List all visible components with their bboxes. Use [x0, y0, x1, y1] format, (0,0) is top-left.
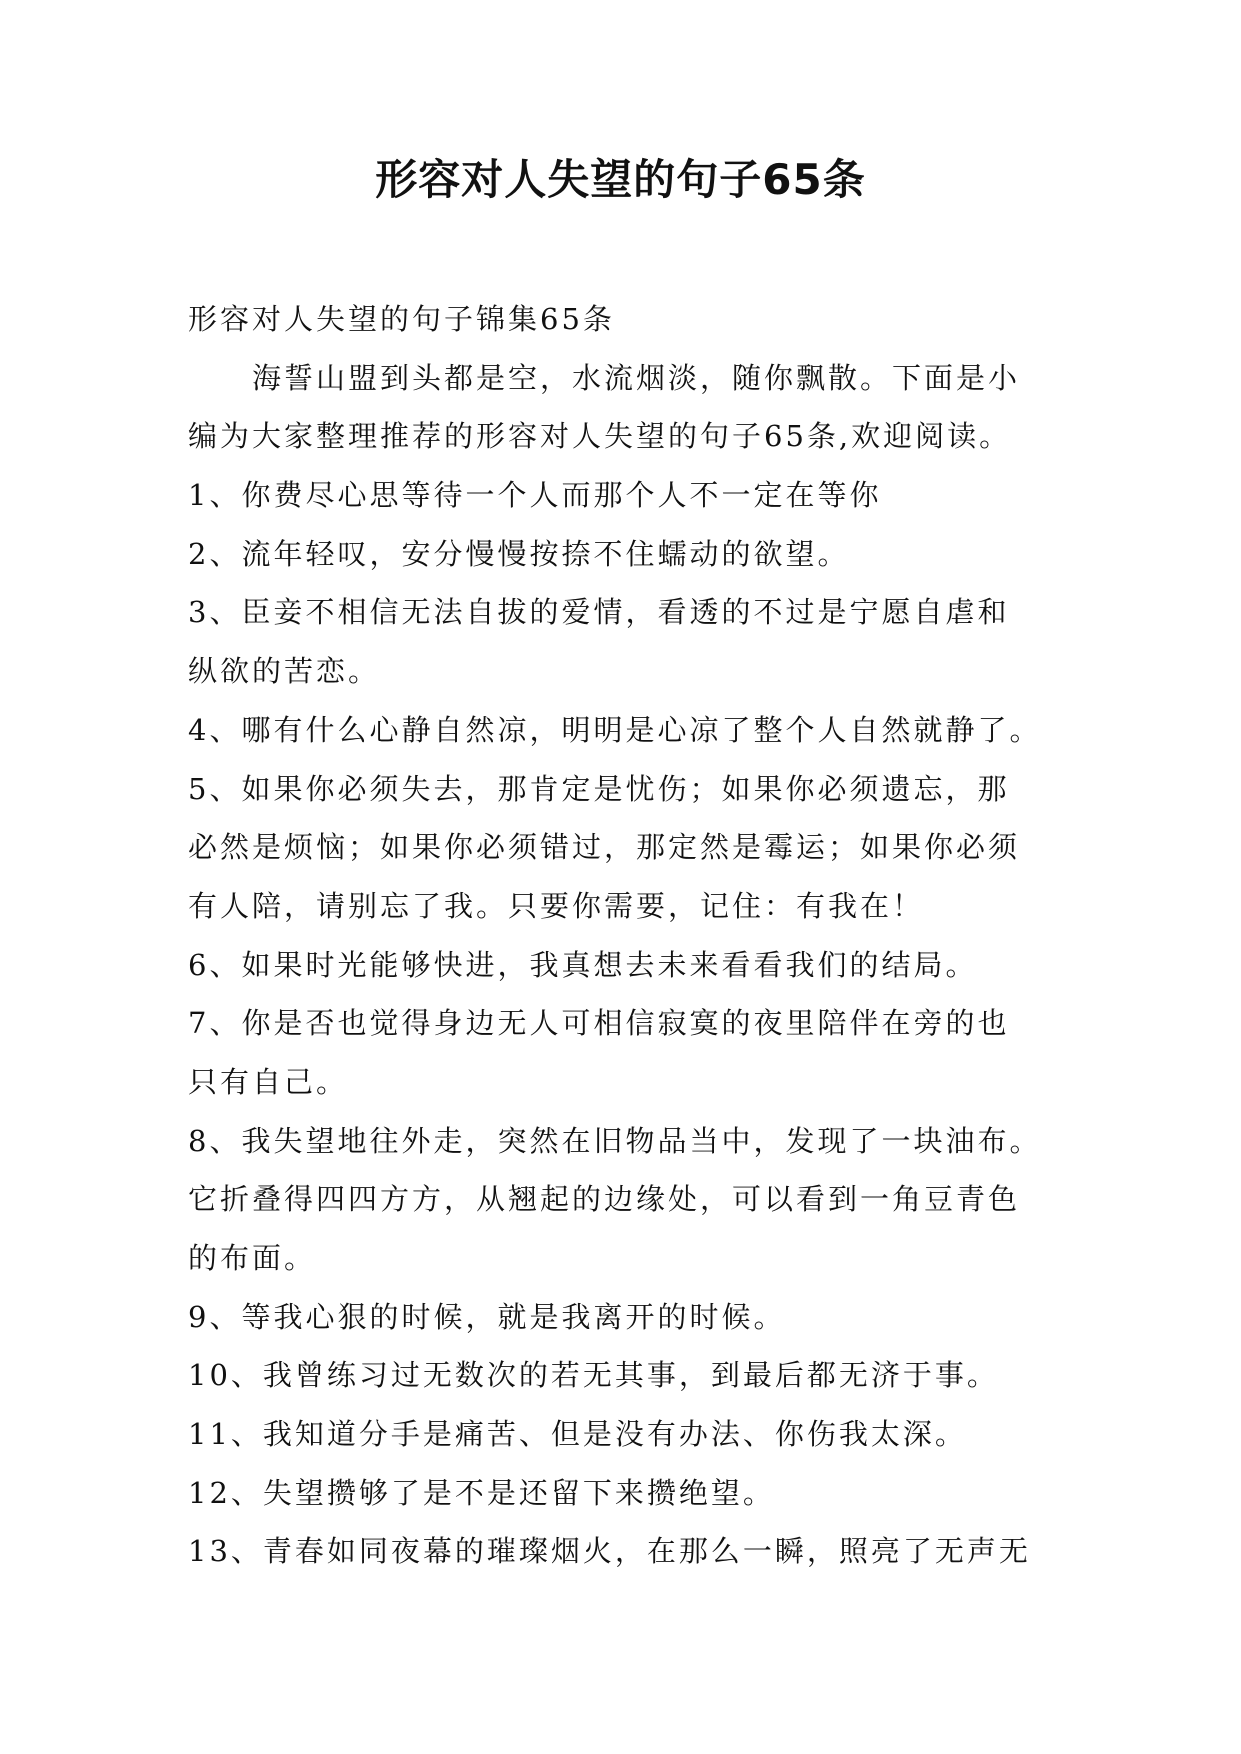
intro-line-2: 编为大家整理推荐的形容对人失望的句子65条,欢迎阅读。	[188, 419, 1012, 454]
text-line: 的布面。	[188, 1241, 317, 1275]
text-line: 1、你费尽心思等待一个人而那个人不一定在等你	[188, 478, 882, 513]
text-line: 7、你是否也觉得身边无人可相信寂寞的夜里陪伴在旁的也	[188, 1006, 1010, 1041]
text-line: 2、流年轻叹，安分慢慢按捺不住蠕动的欲望。	[188, 536, 850, 571]
text-line: 11、我知道分手是痛苦、但是没有办法、你伤我太深。	[188, 1417, 967, 1452]
intro-line-1: 海誓山盟到头都是空，水流烟淡，随你飘散。下面是小	[252, 360, 1021, 395]
text-line: 12、失望攒够了是不是还留下来攒绝望。	[188, 1475, 775, 1510]
text-line: 9、等我心狠的时候，就是我离开的时候。	[188, 1299, 786, 1334]
subtitle-line: 形容对人失望的句子锦集65条	[188, 302, 615, 336]
text-line: 4、哪有什么心静自然凉，明明是心凉了整个人自然就静了。	[188, 712, 1042, 747]
text-line: 它折叠得四四方方，从翘起的边缘处，可以看到一角豆青色	[188, 1182, 1021, 1217]
text-line: 8、我失望地往外走，突然在旧物品当中，发现了一块油布。	[188, 1123, 1042, 1158]
text-line: 有人陪，请别忘了我。只要你需要，记住：有我在！	[188, 888, 925, 923]
document-title: 形容对人失望的句子65条	[375, 155, 866, 204]
text-line: 5、如果你必须失去，那肯定是忧伤；如果你必须遗忘，那	[188, 771, 1010, 806]
text-line: 纵欲的苦恋。	[188, 654, 381, 689]
text-line: 3、臣妾不相信无法自拔的爱情，看透的不过是宁愿自虐和	[188, 595, 1010, 630]
text-line: 10、我曾练习过无数次的若无其事，到最后都无济于事。	[188, 1358, 999, 1393]
text-line: 只有自己。	[188, 1064, 349, 1099]
text-line: 13、青春如同夜幕的璀璨烟火，在那么一瞬，照亮了无声无	[188, 1534, 1031, 1569]
text-line: 必然是烦恼；如果你必须错过，那定然是霉运；如果你必须	[188, 830, 1021, 865]
document-body	[188, 290, 1088, 1581]
text-line: 6、如果时光能够快进，我真想去未来看看我们的结局。	[188, 947, 978, 982]
